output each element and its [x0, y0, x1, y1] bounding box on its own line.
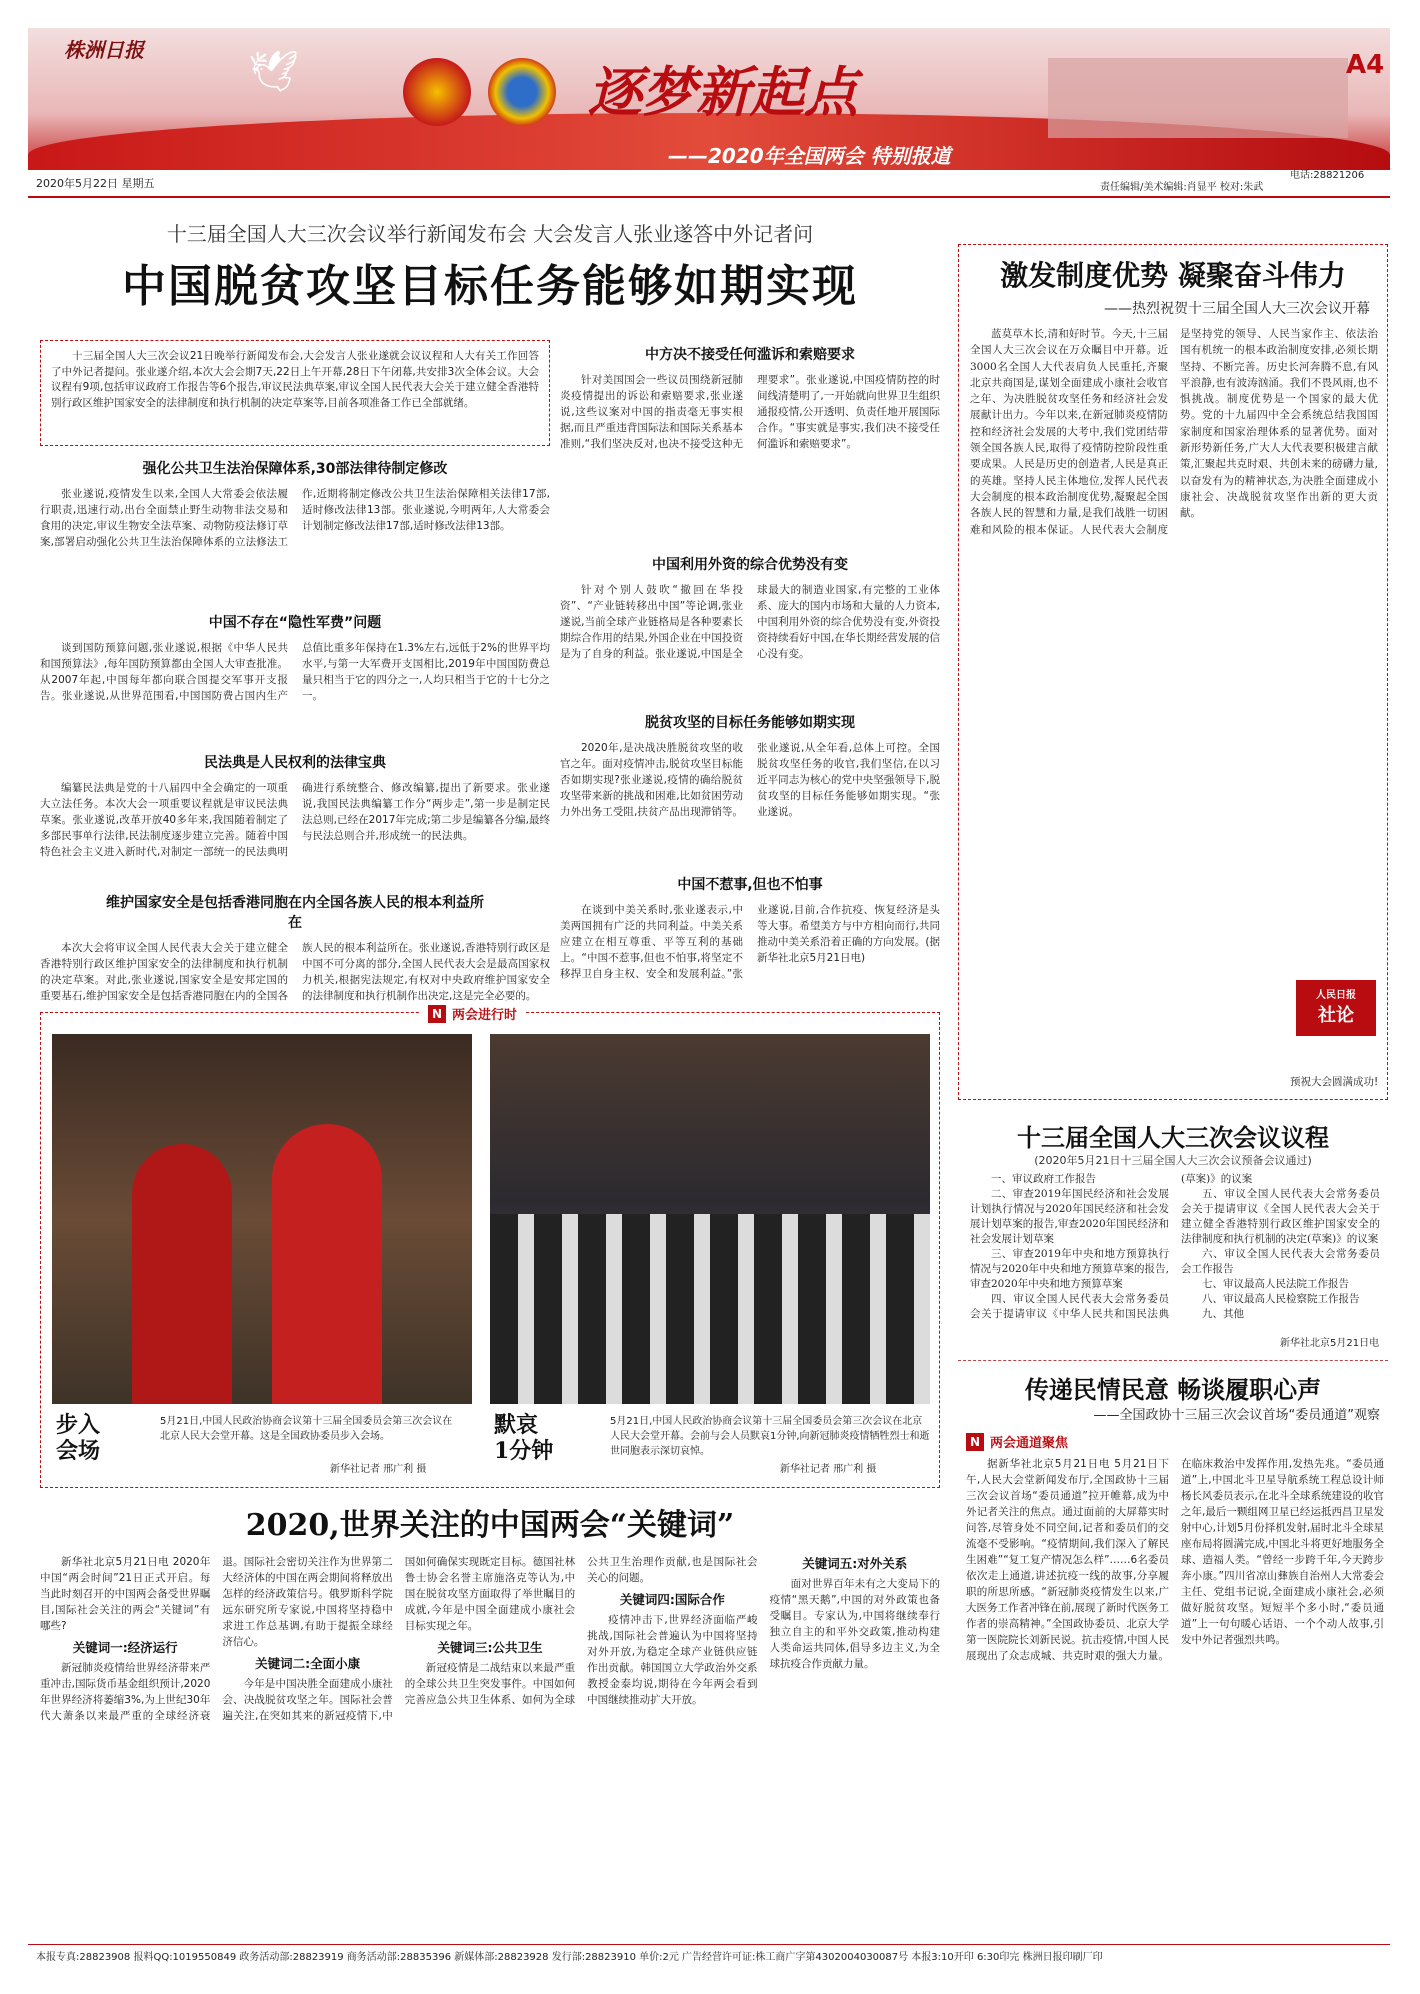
section-body: 张业遂说,疫情发生以来,全国人大常委会依法履行职责,迅速行动,出台全面禁止野生动物非法交易和食用的决定,审议生物安全法草案、动物防疫法修订草案,部署启动强化公共卫生法治保障体系的立法修法工作,近期将制定修改公共卫生法治保障相关法律17部,适时修改法律13部。张业遂说,今明两年,人大常委会计划制定修改法律17部,适时修改法律13部。 — [40, 488, 550, 548]
issue-date: 2020年5月22日 星期五 — [36, 177, 155, 190]
phone: 电话:28821206 — [1290, 170, 1365, 181]
agenda-item: 三、审查2019年中央和地方预算执行情况与2020年中央和地方预算草案的报告,审查2020年中央和地方预算草案 — [970, 1248, 1169, 1290]
section-title: 中国不存在“隐性军费”问题 — [208, 615, 382, 631]
section-body: 2020年,是决战决胜脱贫攻坚的收官之年。面对疫情冲击,脱贫攻坚目标能否如期实现?张业遂说,疫情的确给脱贫攻坚带来新的挑战和困难,比如贫困劳动力外出务工受阻,扶贫产品出现滞销等。张业遂说,从全年看,总体上可控。全国脱贫攻坚任务的收官,我们坚信,在以习近平同志为核心的党中央坚强领导下,脱贫攻坚的目标任务能够如期实现。“张业遂说。 — [560, 742, 940, 818]
lead-summary-box — [40, 340, 550, 446]
agenda-title: 十三届全国人大三次会议议程 — [1017, 1123, 1329, 1152]
section-foreign-investment — [560, 554, 940, 662]
cppcc-subtitle: ——全国政协十三届三次会议首场“委员通道”观察 — [1093, 1408, 1380, 1423]
editorial-body-wrap — [970, 326, 1378, 1086]
section-title: 民法典是人民权利的法律宝典 — [204, 755, 386, 771]
agenda-item: 七、审议最高人民法院工作报告 — [1202, 1278, 1349, 1290]
section-body: 编纂民法典是党的十八届四中全会确定的一项重大立法任务。本次大会一项重要议程就是审议民法典草案。张业遂说,改革开放40多年来,我国随着制定了多部民事单行法律,民法制度逐步建立完善。随着中国特色社会主义进入新时代,对制定一部统一的民法典明确进行系统整合、修改编纂,提出了新要求。张业遂说,我国民法典编纂工作分“两步走”,第一步是制定民法总则,已经在2017年完成;第二步是编纂各分编,最终与民法总则合并,形成统一的民法典。 — [40, 782, 550, 858]
editorial-body: 蓝莫草木长,清和好时节。今天,十三届全国人大三次会议在万众瞩目中开幕。近3000名全国人大代表肩负人民重托,齐聚北京共商国是,谋划全面建成小康社会收官之年、为决胜脱贫攻坚任务和经济社会发展献计出力。今年以来,在新冠肺炎疫情防控和经济社会发展的大考中,我们党团结带领全国各族人民,取得了疫情防控阶段性重要成果。人民是历史的创造者,人民是真正的英雄。坚持人民主体地位,发挥人民代表大会制度的根本政治制度优势,凝聚起全国各族人民的智慧和力量,是我们战胜一切困难和风险的根本保证。人民代表大会制度是坚持党的领导、人民当家作主、依法治国有机统一的根本政治制度安排,必须长期坚持、不断完善。历史长河奔腾不息,有风平浪静,也有波涛汹涌。我们不畏风雨,也不惧挑战。制度优势是一个国家的最大优势。党的十九届四中全会系统总结我国国家制度和国家治理体系的显著优势。面对新形势新任务,广大人大代表要积极建言献策,汇聚起共克时艰、共创未来的磅礴力量,以奋发有为的精神状态,为决胜全面建成小康社会、决战脱贫攻坚作出新的更大贡献。 — [970, 328, 1378, 536]
keyword-body: 疫情冲击下,世界经济面临严峻挑战,国际社会普遍认为中国将坚持对外开放,为稳定全球产业链供应链作出贡献。韩国国立大学政治外交系教授金泰均说,期待在今年两会看到中国继续推动扩大开放。 — [587, 1614, 758, 1706]
photo-section-tag — [420, 1004, 525, 1023]
editorial-title: 激发制度优势 凝聚奋斗伟力 — [1000, 259, 1346, 292]
cppcc-body-wrap — [966, 1456, 1384, 1928]
footer-rule — [28, 1944, 1390, 1945]
agenda-item: 八、审议最高人民检察院工作报告 — [1202, 1293, 1360, 1305]
section-body: 本次大会将审议全国人民代表大会关于建立健全香港特别行政区维护国家安全的法律制度和执行机制的决定草案。对此,张业遂说,国家安全是安邦定国的重要基石,维护国家安全是包括香港同胞在内的全国各族人民的根本利益所在。张业遂说,香港特别行政区是中国不可分离的部分,全国人民代表大会是最高国家权力机关,根据宪法规定,有权对中央政府维护国家安全的法律制度和执行机制作出决定,这是完全必要的。 — [40, 942, 550, 1002]
photo2-credit: 新华社记者 邢广利 摄 — [780, 1464, 877, 1475]
section-body: 针对美国国会一些议员围绕新冠肺炎疫情提出的诉讼和索赔要求,张业遂说,这些议案对中国的指责毫无事实根据,而且严重违背国际法和国际关系基本准则,“我们坚决反对,也决不接受这种无理要求”。张业遂说,中国疫情防控的时间线清楚明了,一开始就向世界卫生组织通报疫情,公开透明、负责任地开展国际合作。“事实就是事实,我们决不接受任何滥诉和索赔要求”。 — [560, 374, 940, 450]
section-title: 中方决不接受任何滥诉和索赔要求 — [645, 347, 855, 363]
lead-kicker: 十三届全国人大三次会议举行新闻发布会 大会发言人张业遂答中外记者问 — [166, 222, 814, 246]
photo2-title-a: 默哀 — [494, 1412, 539, 1438]
special-report-title: ——2020年全国两会 特别报道 — [668, 144, 951, 168]
photo2-title-b: 1分钟 — [494, 1438, 554, 1464]
keyword-body: 新冠疫情是二战结束以来最严重的全球公共卫生突发事件。中国如何完善应急公共卫生体系、如何为全球公共卫生治理作贡献,也是国际社会关心的问题。 — [404, 1556, 758, 1706]
badge-label: 社论 — [1318, 1005, 1354, 1026]
cppcc-tag-label: 两会通道聚焦 — [990, 1436, 1069, 1451]
section-title: 强化公共卫生法治保障体系,30部法律待制定修改 — [142, 461, 448, 477]
dove-icon: 🕊 — [248, 49, 299, 95]
agenda-credit: 新华社北京5月21日电 — [1280, 1336, 1379, 1352]
page-number: A4 — [1346, 50, 1385, 80]
photo1-title-b: 会场 — [56, 1438, 101, 1464]
figure-right — [272, 1124, 382, 1404]
photo1-title — [56, 1412, 100, 1464]
header-rule — [28, 196, 1390, 198]
agenda-item: 一、审议政府工作报告 — [991, 1173, 1096, 1185]
keyword-title: 关键词一:经济运行 — [72, 1640, 178, 1655]
keyword-title: 关键词五:对外关系 — [802, 1556, 908, 1571]
photo-delegates-entering — [52, 1034, 472, 1404]
section-body: 谈到国防预算问题,张业遂说,根据《中华人民共和国预算法》,每年国防预算都由全国人大审查批准。从2007年起,中国每年都向联合国提交军事开支报告。张业遂说,从世界范围看,中国国防费占国内生产总值比重多年保持在1.3%左右,远低于2%的世界平均水平,与第一大军费开支国相比,2019年中国国防费总量只相当于它的四分之一,人均只相当于它的十七分之一。 — [40, 642, 550, 702]
agenda-list — [970, 1172, 1380, 1348]
agenda-item: 二、审查2019年国民经济和社会发展计划执行情况与2020年国民经济和社会发展计划草案的报告,审查2020年国民经济和社会发展计划草案 — [970, 1188, 1169, 1245]
section-national-security — [40, 892, 550, 1004]
section-lawsuits — [560, 344, 940, 452]
section-body: 针对个别人鼓吹“撤回在华投资”、“产业链转移出中国”等论调,张业遂说,当前全球产业链格局是各种要素长期综合作用的结果,外国企业在中国投资是为了自身的利益。张业遂说,中国是全球最大的制造业国家,有完整的工业体系、庞大的国内市场和大量的人力资本,中国利用外资的综合优势没有变,外资投资持续看好中国,在华长期经营发展的信心没有变。 — [560, 584, 940, 660]
photo-silent-tribute — [490, 1034, 930, 1404]
cppcc-emblem-icon — [488, 58, 556, 126]
agenda-item: 五、审议全国人民代表大会常务委员会关于提请审议《全国人民代表大会关于建立健全香港特别行政区维护国家安全的法律制度和执行机制的决定(草案)》的议案 — [1181, 1188, 1380, 1245]
cppcc-tag — [966, 1432, 1068, 1451]
agenda-item: 六、审议全国人民代表大会常务委员会工作报告 — [1181, 1248, 1380, 1275]
section-title: 脱贫攻坚的目标任务能够如期实现 — [645, 715, 855, 731]
masthead-banner — [28, 28, 1390, 170]
footer-info: 本报专真:28823908 报料QQ:1019550849 政务活动部:28823919 商务活动部:28835396 新媒体部:28823928 发行部:28823910 单价:2元 广告经营许可证:株工商广字第4302004030087号 本报3:10开印 6:30印完 株洲日报印刷厂印 — [36, 1952, 1103, 1963]
section-title: 维护国家安全是包括香港同胞在内全国各族人民的根本利益所在 — [106, 895, 484, 931]
agenda-item: 四、审议全国人民代表大会常务委员会关于提请审议《中华人民共和国民法典(草案)》的议案 — [970, 1173, 1253, 1320]
n-badge-icon: N — [428, 1005, 446, 1023]
figure-left — [132, 1144, 232, 1404]
section-military — [40, 612, 550, 704]
agenda-item: 九、其他 — [1202, 1308, 1244, 1320]
great-hall-silhouette — [1048, 58, 1348, 138]
keyword-body: 今年是中国决胜全面建成小康社会、决战脱贫攻坚之年。国际社会普遍关注,在突如其来的新冠疫情下,中国如何确保实现既定目标。德国社林鲁士协会名誉主席施洛克等认为,中国在脱贫攻坚方面取得了举世瞩目的成就,今年是中国全面建成小康社会目标实现之年。 — [222, 1556, 576, 1722]
n-badge-icon: N — [966, 1433, 984, 1451]
photo1-credit: 新华社记者 邢广利 摄 — [330, 1464, 427, 1475]
keyword-title: 关键词三:公共卫生 — [437, 1640, 543, 1655]
section-public-health — [40, 458, 550, 550]
photo1-caption: 5月21日,中国人民政治协商会议第十三届全国委员会第三次会议在北京人民大会堂开幕。这是全国政协委员步入会场。 — [160, 1416, 453, 1442]
editorial-subtitle: ——热烈祝贺十三届全国人大三次会议开幕 — [1104, 301, 1370, 317]
editors: 责任编辑/美术编辑:肖显平 校对:朱武 — [1100, 182, 1264, 193]
editorial-badge — [1296, 980, 1376, 1036]
section-title: 中国利用外资的综合优势没有变 — [652, 557, 848, 573]
section-civil-code — [40, 752, 550, 860]
badge-paper: 人民日报 — [1316, 990, 1356, 1001]
keyword-title: 关键词二:全面小康 — [255, 1656, 361, 1671]
section-china-us — [560, 874, 940, 982]
editorial-wish: 预祝大会圆满成功! — [1290, 1076, 1379, 1088]
section-body: 在谈到中美关系时,张业遂表示,中美两国拥有广泛的共同利益。中美关系应建立在相互尊重、平等互利的基础上。“中国不惹事,但也不怕事,将坚定不移捍卫自身主权、安全和发展利益。”张业遂说,目前,合作抗疫、恢复经济是头等大事。希望美方与中方相向而行,共同推动中美关系沿着正确的方向发展。(据新华社北京5月21日电) — [560, 904, 940, 980]
keyword-body: 面对世界百年未有之大变局下的疫情“黑天鹅”,中国的对外政策也备受瞩目。专家认为,中国将继续奉行独立自主的和平外交政策,推动构建人类命运共同体,倡导多边主义,为全球抗疫合作贡献力量。 — [769, 1578, 940, 1670]
lead-headline: 中国脱贫攻坚目标任务能够如期实现 — [122, 261, 858, 312]
delegates-rows — [490, 1214, 930, 1404]
agenda-subtitle: (2020年5月21日十三届全国人大三次会议预备会议通过) — [1034, 1154, 1312, 1167]
lead-summary: 十三届全国人大三次会议21日晚举行新闻发布会,大会发言人张业遂就会议议程和人大有关工作回答了中外记者提问。张业遂介绍,本次大会会期7天,22日上午开幕,28日下午闭幕,共安排3次全体会议。大会议程有9项,包括审议政府工作报告等6个报告,审议民法典草案,审议全国人民代表大会关于建立健全香港特别行政区维护国家安全的法律制度和执行机制的决定草案等,目前各项准备工作已全部就绪。 — [51, 350, 539, 409]
keyword-title: 关键词四:国际合作 — [619, 1592, 725, 1607]
keyword-body: 新冠肺炎疫情给世界经济带来严重冲击,国际货币基金组织预计,2020年世界经济将萎缩3%,为上世纪30年代大萧条以来最严重的全球经济衰退。国际社会密切关注作为世界第二大经济体的中国在两会期间将释放出怎样的经济政策信号。俄罗斯科学院远东研究所专家说,中国将坚持稳中求进工作总基调,有助于提振全球经济信心。 — [40, 1556, 393, 1722]
keywords-headline: 2020,世界关注的中国两会“关键词” — [245, 1508, 735, 1543]
section-title: 中国不惹事,但也不怕事 — [677, 877, 823, 893]
cppcc-body: 据新华社北京5月21日电 5月21日下午,人民大会堂新闻发布厅,全国政协十三届三次会议首场“委员通道”拉开帷幕,成为中外记者关注的焦点。通过面前的大屏幕实时问答,尽管身处不同空间,记者和委员们的交流毫不受影响。“疫情期间,我们深入了解民生困难”“复工复产情况怎么样”……6名委员依次走上通道,讲述抗疫一线的故事,分享履职的所思所感。“新冠肺炎疫情发生以来,广大医务工作者冲锋在前,展现了新时代医务工作者的崇高精神。”全国政协委员、北京大学第一医院院长刘新民说。抗击疫情,中国人民展现出了众志成城、共克时艰的强大力量。在临床救治中发挥作用,发热先兆。“委员通道”上,中国北斗卫星导航系统工程总设计师杨长风委员表示,在北斗全球系统建设的收官之年,最后一颗组网卫星已经运抵西昌卫星发射中心,计划5月份择机发射,届时北斗全球星座布局将圆满完成,中国北斗将更好地服务全球、造福人类。“曾经一步跨千年,今天跨步奔小康。”四川省凉山彝族自治州人大常委会主任、党组书记说,全面建成小康社会,必须做好脱贫攻坚。短短半个多小时,“委员通道”上一句句暖心话语、一个个动人故事,引发中外记者强烈共鸣。 — [966, 1458, 1384, 1662]
section-poverty — [560, 712, 940, 820]
cppcc-title: 传递民情民意 畅谈履职心声 — [1024, 1375, 1322, 1404]
photo-section-label: 两会进行时 — [452, 1008, 518, 1023]
agenda-divider — [958, 1360, 1388, 1361]
photo2-title — [494, 1412, 553, 1464]
keywords-intro: 新华社北京5月21日电 2020年中国“两会时间”21日正式开启。每当此时刻召开的中国两会备受世界瞩目,国际社会关注的两会“关键词”有哪些? — [40, 1556, 211, 1632]
paper-logo: 株洲日报 — [64, 38, 144, 62]
photo2-caption: 5月21日,中国人民政治协商会议第十三届全国委员会第三次会议在北京人民大会堂开幕。会前与会人员默哀1分钟,向新冠肺炎疫情牺牲烈士和逝世同胞表示深切哀悼。 — [610, 1416, 930, 1457]
national-emblem-icon — [403, 58, 471, 126]
agenda-list-wrap — [970, 1172, 1380, 1348]
photo1-title-a: 步入 — [56, 1412, 101, 1438]
keywords-body — [40, 1554, 940, 1928]
slogan: 逐梦新起点 — [588, 60, 858, 124]
